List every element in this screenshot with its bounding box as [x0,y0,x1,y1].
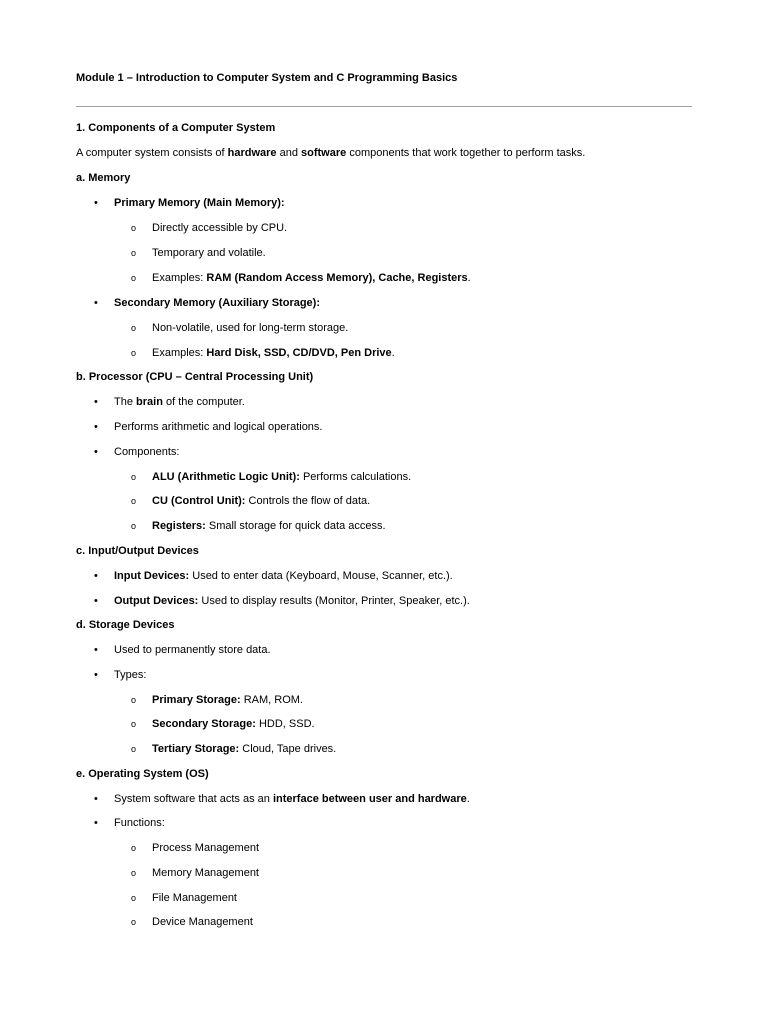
sub-list-item: Directly accessible by CPU. [152,222,288,234]
sub-list-item-registers: Registers: Small storage for quick data access. [152,520,386,532]
bullet-disc: • [94,446,98,458]
subsection-heading-processor: b. Processor (CPU – Central Processing Unit) [76,371,314,383]
sub-list-item-primary-storage: Primary Storage: RAM, ROM. [152,694,303,706]
list-item-input-devices: Input Devices: Used to enter data (Keyboard, Mouse, Scanner, etc.). [114,570,453,582]
sub-list-item-cu: CU (Control Unit): Controls the flow of data. [152,495,371,507]
document-title: Module 1 – Introduction to Computer System and C Programming Basics [76,72,458,84]
bullet-disc: • [94,595,98,607]
sub-list-item-secondary-examples: Examples: Hard Disk, SSD, CD/DVD, Pen Drive. [152,347,395,359]
list-item-secondary-memory: Secondary Memory (Auxiliary Storage): [114,297,321,309]
sub-list-item-tertiary-storage: Tertiary Storage: Cloud, Tape drives. [152,743,337,755]
subsection-heading-io: c. Input/Output Devices [76,545,199,557]
bullet-disc: • [94,297,98,309]
list-item-brain: The brain of the computer. [114,396,245,408]
list-item-primary-memory: Primary Memory (Main Memory): [114,197,285,209]
list-item-storage-purpose: Used to permanently store data. [114,644,271,656]
sub-list-item: Temporary and volatile. [152,247,266,259]
list-item-components: Components: [114,446,180,458]
list-item-storage-types: Types: [114,669,147,681]
subsection-heading-storage: d. Storage Devices [76,619,175,631]
sub-list-item-function: Device Management [152,916,253,928]
sub-list-item: Non-volatile, used for long-term storage. [152,322,349,334]
bullet-circle: o [131,893,137,903]
intro-paragraph: A computer system consists of hardware and software components that work together to perform tasks. [76,147,586,159]
list-item-os-definition: System software that acts as an interface between user and hardware. [114,793,470,805]
bullet-circle: o [131,248,137,258]
list-item-os-functions: Functions: [114,817,165,829]
sub-list-item-secondary-storage: Secondary Storage: HDD, SSD. [152,718,315,730]
sub-list-item-primary-examples: Examples: RAM (Random Access Memory), Cache, Registers. [152,272,471,284]
bullet-disc: • [94,793,98,805]
bullet-circle: o [131,496,137,506]
bullet-disc: • [94,817,98,829]
bullet-circle: o [131,744,137,754]
bullet-disc: • [94,197,98,209]
bullet-disc: • [94,570,98,582]
bullet-circle: o [131,843,137,853]
subsection-heading-os: e. Operating System (OS) [76,768,209,780]
bullet-circle: o [131,719,137,729]
title-divider [76,106,692,107]
sub-list-item-function: Memory Management [152,867,259,879]
sub-list-item-alu: ALU (Arithmetic Logic Unit): Performs calculations. [152,471,412,483]
bullet-disc: • [94,421,98,433]
bullet-circle: o [131,348,137,358]
sub-list-item-function: Process Management [152,842,259,854]
bullet-circle: o [131,223,137,233]
bullet-circle: o [131,521,137,531]
bullet-disc: • [94,669,98,681]
bullet-circle: o [131,695,137,705]
bullet-circle: o [131,273,137,283]
list-item-operations: Performs arithmetic and logical operations. [114,421,323,433]
list-item-output-devices: Output Devices: Used to display results (Monitor, Printer, Speaker, etc.). [114,595,470,607]
bullet-disc: • [94,644,98,656]
bullet-circle: o [131,917,137,927]
subsection-heading-memory: a. Memory [76,172,131,184]
bullet-circle: o [131,472,137,482]
bullet-circle: o [131,868,137,878]
bullet-circle: o [131,323,137,333]
section-heading: 1. Components of a Computer System [76,122,276,134]
sub-list-item-function: File Management [152,892,237,904]
bullet-disc: • [94,396,98,408]
